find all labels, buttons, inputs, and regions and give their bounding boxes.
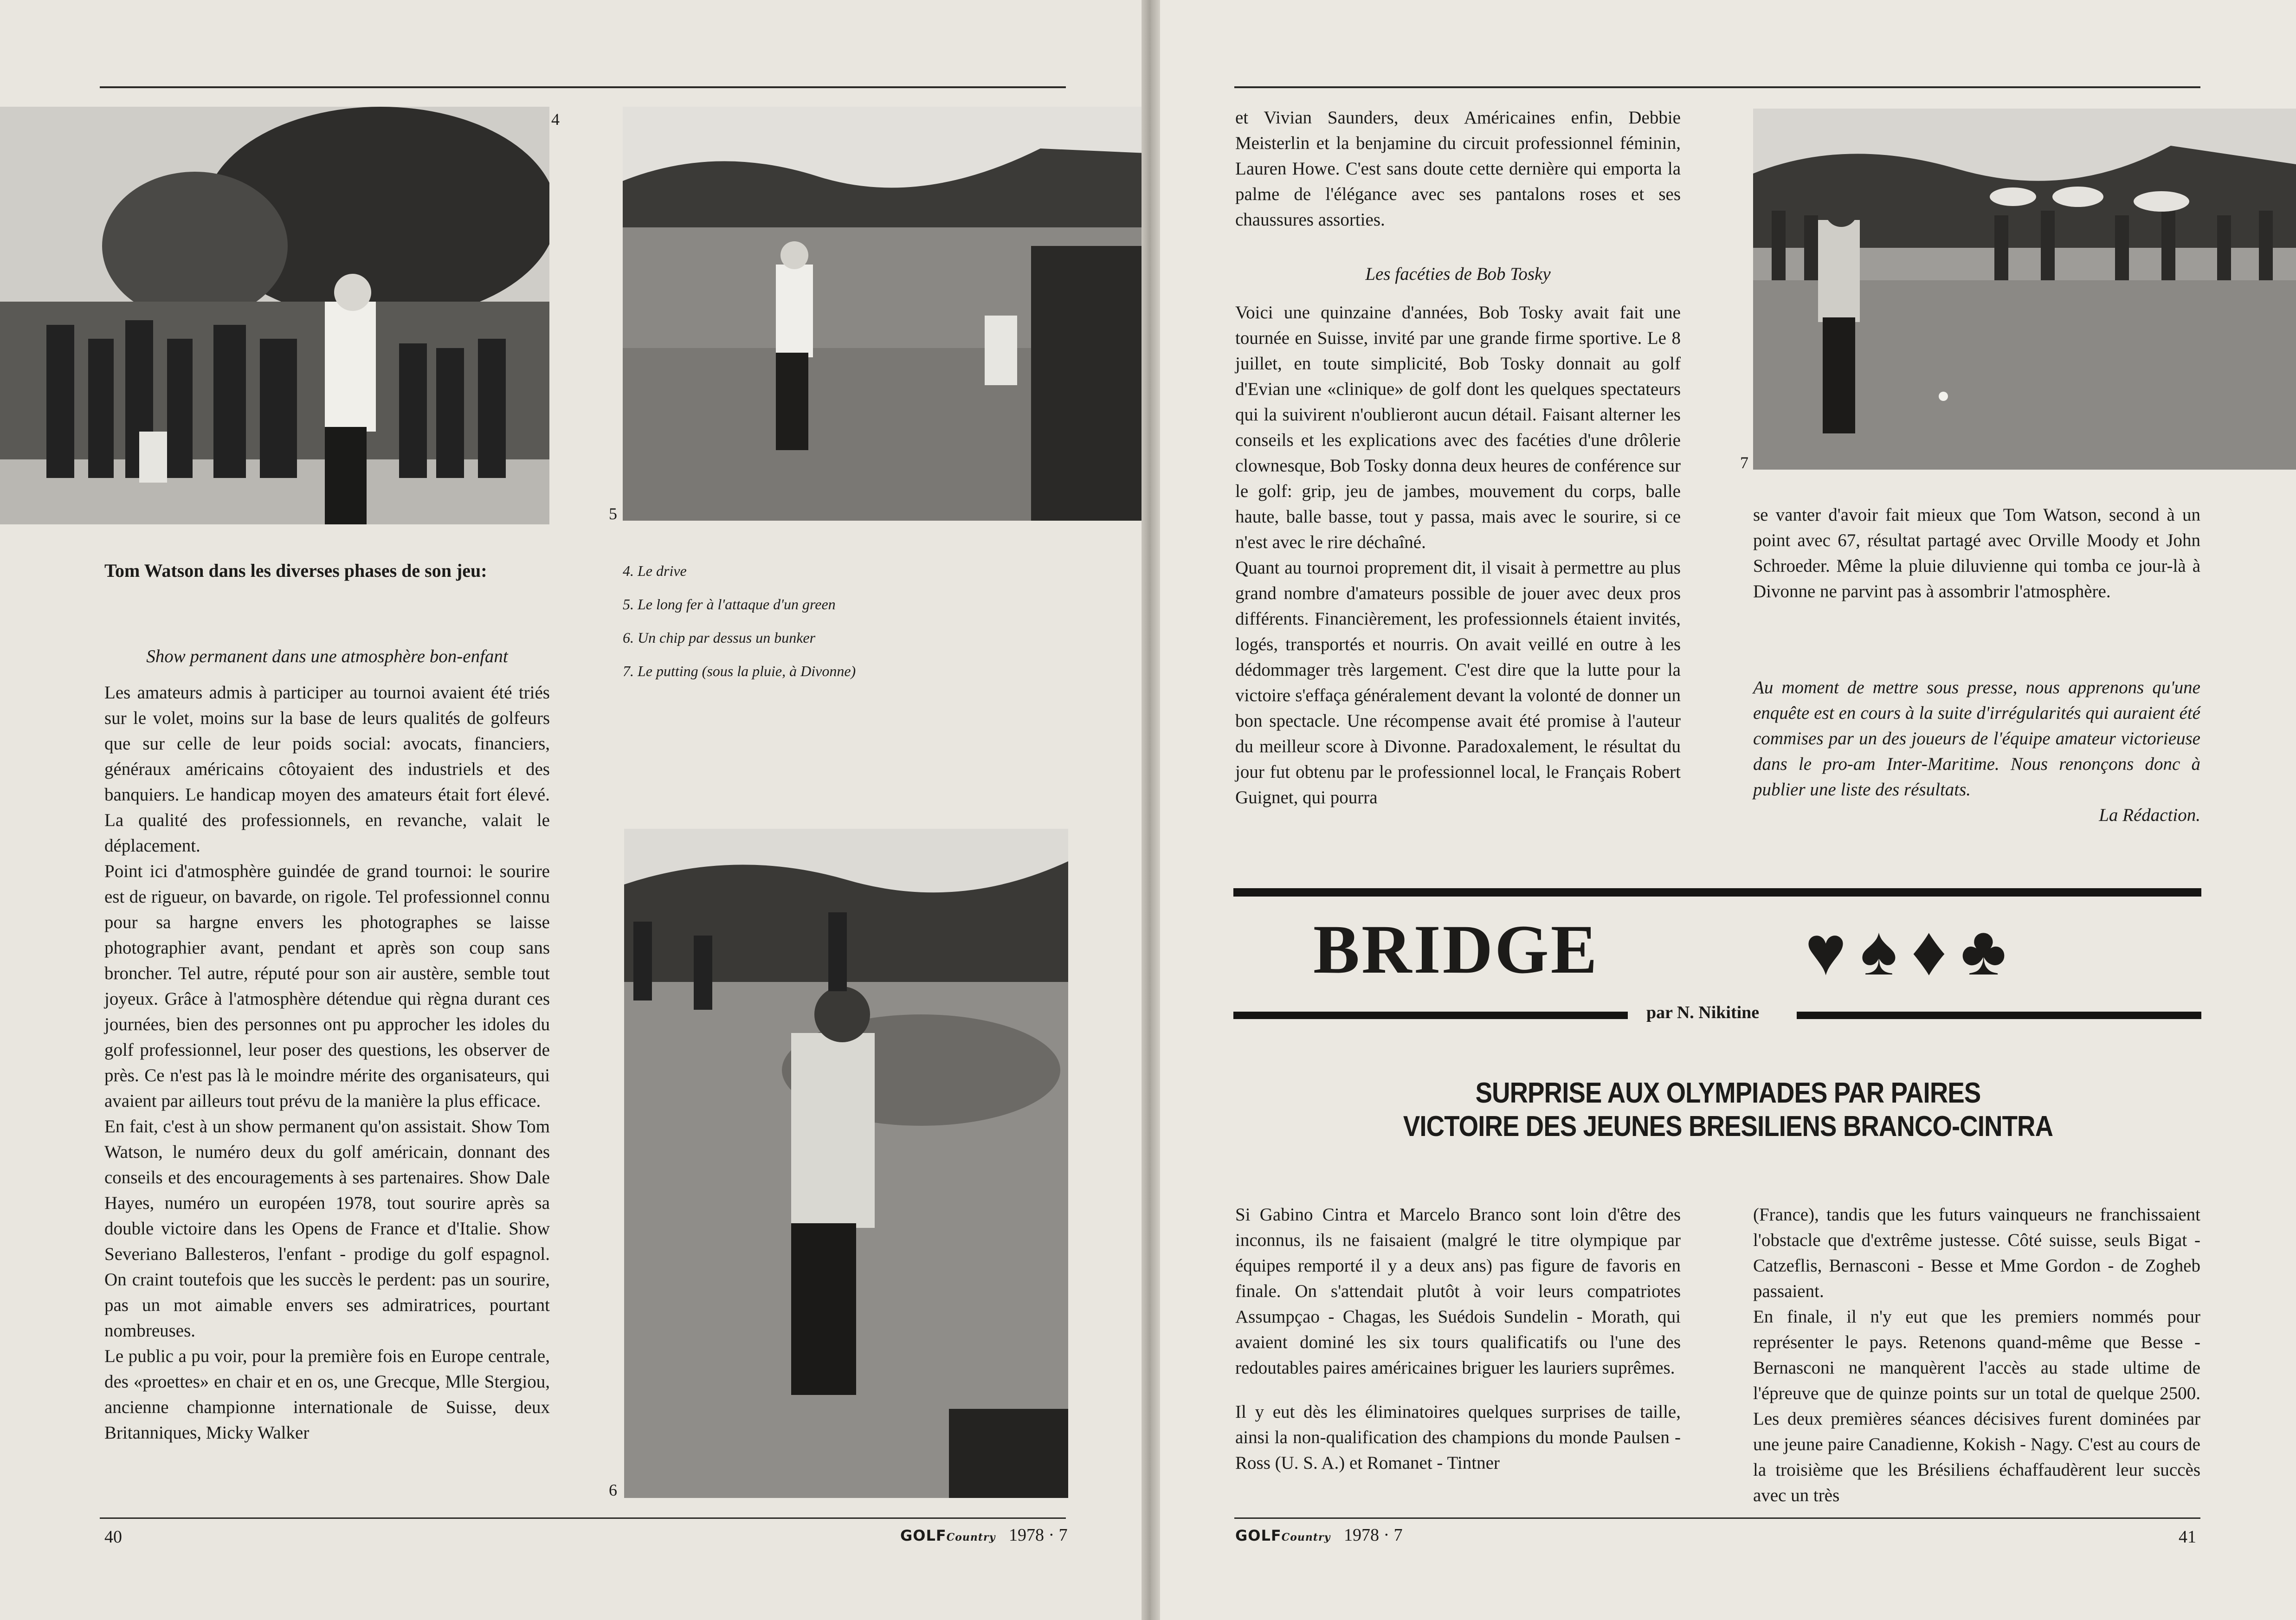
golf-country-logo: GOLFCountry	[900, 1527, 996, 1544]
photo-drive	[0, 107, 549, 524]
paragraph: Le public a pu voir, pour la première fois en Europe centrale, des «proettes» en chair et en os, une Grecque, Mlle Stergiou, ancienne championne internationale de Suisse, deux Britanniques, Micky Walker	[104, 1346, 550, 1443]
caption-6: 6. Un chip par dessus un bunker	[623, 629, 816, 646]
bridge-col-1	[1235, 1202, 1681, 1476]
photo-putting	[1753, 109, 2296, 470]
byline: par N. Nikitine	[1646, 1003, 1760, 1022]
headline-line-1: SURPRISE AUX OLYMPIADES PAR PAIRES	[1475, 1077, 1981, 1109]
card-suits-icon: ♥♠♦♣	[1805, 913, 2020, 990]
left-body	[104, 680, 550, 1446]
footer-rule	[1234, 1517, 2200, 1519]
paragraph: Les amateurs admis à participer au tournoi avaient été triés sur le volet, moins sur la base de leurs qualités de golfeurs que sur celle de leur poids social: avocats, financiers, généraux américains côtoyaient des industriels et des banquiers. Le handicap moyen des amateurs était fort élevé. La qualité des professionnels, en revanche, valait le déplacement.	[104, 683, 550, 856]
paragraph: Il y eut dès les éliminatoires quelques surprises de taille, ainsi la non-qualification des champions du monde Paulsen - Ross (U. S. A.) et Romanet - Tintner	[1235, 1402, 1681, 1473]
binding-gutter	[1142, 0, 1160, 1620]
photo-number-5: 5	[609, 504, 617, 523]
right-col-1	[1235, 105, 1681, 232]
photo-number-6: 6	[609, 1481, 617, 1499]
photo-captions	[623, 554, 994, 688]
footer-masthead	[1235, 1525, 1403, 1545]
headline	[1228, 1077, 2228, 1143]
photo-number-4: 4	[551, 110, 560, 129]
subheading: Show permanent dans une atmosphère bon-enfant	[146, 646, 508, 666]
issue-label: 1978 · 7	[1343, 1525, 1403, 1545]
right-page	[1160, 0, 2296, 1620]
caption-4: 4. Le drive	[623, 562, 687, 579]
top-rule	[1234, 86, 2200, 88]
bridge-rule-left	[1233, 1012, 1628, 1019]
right-col-2	[1753, 502, 2200, 604]
editor-note: Au moment de mettre sous presse, nous apprenons qu'une enquête est en cours à la suite d'irrégularités qui auraient été commises par un des joueurs de l'équipe amateur victorieuse dans le pro-am Inter-Maritime. Nous renonçons donc à publier une liste des résultats. La Rédaction.	[1753, 675, 2200, 828]
footer-masthead	[900, 1525, 1068, 1545]
editor-signature: La Rédaction.	[2099, 805, 2200, 825]
paragraph: En finale, il n'y eut que les premiers nommés pour représenter le pays. Retenons quand-même que Besse - Bernasconi ne manquèrent l'accès au stade ultime de l'épreuve que de quinze points sur un total de quelque 2500. Les deux premières séances décisives furent dominées par une jeune paire Canadienne, Kokish - Nagy. C'est au cours de la troisième que les Brésiliens échaffaudèrent leur succès avec un très	[1753, 1307, 2200, 1505]
paragraph: En fait, c'est à un show permanent qu'on assistait. Show Tom Watson, le numéro deux du golf américain, donnant des conseils et des encouragements à ses partenaires. Show Dale Hayes, numéro un européen 1978, tout sourire après sa double victoire dans les Opens de France et d'Italie. Show Severiano Ballesteros, l'enfant - prodige du golf espagnol. On craint toutefois que les succès le perdent: pas un sourire, pas un mot aimable envers ses admiratrices, pourtant nombreuses.	[104, 1117, 550, 1341]
paragraph: Voici une quinzaine d'années, Bob Tosky avait fait une tournée en Suisse, invité par une grande firme sportive. Le 8 juillet, en toute simplicité, Bob Tosky donnait au golf d'Evian une «clinique» de golf dont les quelques spectateurs qui la suivirent n'oublieront aucun détail. Faisant alterner les conseils et les explications avec des facéties d'une drôlerie clownesque, Bob Tosky donna deux heures de conférence sur le golf: grip, jeu de jambes, mouvement du corps, balle haute, balle basse, tout y passa, mais avec le sourire, si ce n'est avec le rire déchaîné.	[1235, 303, 1681, 552]
headline-line-2: VICTOIRE DES JEUNES BRESILIENS BRANCO-CINTRA	[1403, 1110, 2053, 1142]
subheading: Les facéties de Bob Tosky	[1365, 264, 1551, 284]
paragraph: se vanter d'avoir fait mieux que Tom Watson, second à un point avec 67, résultat partagé avec Orville Moody et John Schroeder. Même la pluie diluvienne qui tomba ce jour-là à Divonne ne parvint pas à assombrir l'atmosphère.	[1753, 505, 2200, 601]
top-rule	[100, 86, 1066, 88]
footer-rule	[100, 1517, 1066, 1519]
left-page	[0, 0, 1142, 1620]
paragraph: Point ici d'atmosphère guindée de grand tournoi: le sourire est de rigueur, on bavarde, on rigole. Tel professionnel connu pour sa hargne envers les photographes se laisse photographier avant, pendant et après son coup sans broncher. Tel autre, réputé pour son air austère, semble tout joyeux. Grâce à l'atmosphère détendue qui règna durant ces journées, bien des personnes ont pu approcher les idoles du golf professionnel, leur poser des questions, les observer de près. Ce n'est pas là le moindre mérite des organisateurs, qui avaient par ailleurs tout prévu de la manière la plus efficace.	[104, 861, 550, 1111]
bridge-title: BRIDGE	[1313, 911, 1599, 988]
photo-long-iron	[623, 107, 1142, 521]
photo-chip	[624, 829, 1068, 1498]
paragraph: Si Gabino Cintra et Marcelo Branco sont loin d'être des inconnus, ils ne faisaient (malgré le titre olympique par équipes remporté il y a deux ans) pas figure de favoris en finale. On s'attendait plutôt à voir leurs compatriotes Assumpçao - Chagas, les Suédois Sundelin - Morath, qui avaient dominé les six tours qualificatifs ou l'une des redoutables paires américaines briguer les lauriers suprêmes.	[1235, 1205, 1681, 1378]
page-number: 41	[2179, 1527, 2196, 1547]
bridge-top-rule	[1233, 888, 2201, 897]
bridge-col-2	[1753, 1202, 2200, 1508]
page-number: 40	[104, 1527, 122, 1547]
caption-heading: Tom Watson dans les diverses phases de son jeu:	[104, 560, 487, 581]
issue-label: 1978 · 7	[1008, 1525, 1068, 1545]
right-col-1-body	[1235, 300, 1681, 810]
paragraph: et Vivian Saunders, deux Américaines enfin, Debbie Meisterlin et la benjamine du circuit professionnel féminin, Lauren Howe. C'est sans doute cette dernière qui emporta la palme de l'élégance avec ses pantalons roses et ses chaussures assorties.	[1235, 108, 1681, 230]
paragraph: (France), tandis que les futurs vainqueurs ne franchissaient l'obstacle que d'extrême justesse. Côté suisse, seuls Bigat - Catzeflis, Bernasconi - Besse et Mme Gordon - de Zogheb passaient.	[1753, 1205, 2200, 1301]
caption-5: 5. Le long fer à l'attaque d'un green	[623, 596, 836, 613]
paragraph: Quant au tournoi proprement dit, il visait à permettre au plus grand nombre d'amateurs possible de jouer avec deux pros différents. Financièrement, les professionnels étaient invités, logés, transportés et nourris. On avait veillé en outre à les dédommager très largement. C'est dire que la lutte pour la victoire s'effaça généralement devant la volonté de donner un bon spectacle. Une récompense avait été promise à l'auteur du meilleur score à Divonne. Paradoxalement, le résultat du jour fut obtenu par le professionnel local, le Français Robert Guignet, qui pourra	[1235, 558, 1681, 807]
caption-7: 7. Le putting (sous la pluie, à Divonne)	[623, 663, 856, 679]
photo-number-7: 7	[1740, 453, 1748, 472]
golf-country-logo: GOLFCountry	[1235, 1527, 1331, 1544]
bridge-rule-right	[1797, 1012, 2201, 1019]
